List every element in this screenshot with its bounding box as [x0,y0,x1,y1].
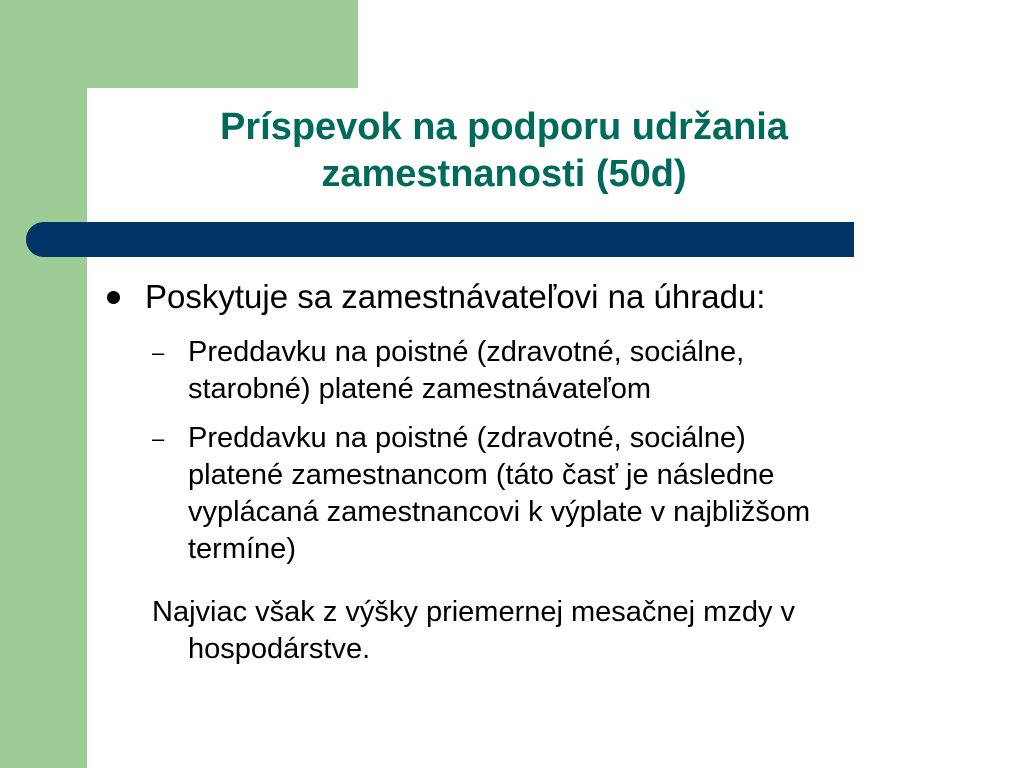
slide-title-line-1: Príspevok na podporu udržania [220,106,788,148]
slide-title-line-2: zamestnanosti (50d) [321,153,687,195]
note-paragraph [152,594,952,668]
sub-bullet-text-2: Preddavku na poistné (zdravotné, sociálne) platené zamestnancom (táto časť je následne vyplácaná zamestnancovi k výplate v najbližšom termíne) [188,422,811,565]
bullet-text: Poskytuje sa zamestnávateľovi na úhradu: [145,278,766,315]
dash-icon: – [152,426,165,451]
note-line-2: hospodárstve. [188,633,371,665]
note-line-1: Najviac však z výšky priemernej mesačnej mzdy v [152,596,796,628]
bullet-dot-icon [107,291,120,304]
dash-icon: – [152,340,165,365]
sub-bullet-text-1: Preddavku na poistné (zdravotné, sociálne, starobné) platené zamestnávateľom [188,336,745,405]
